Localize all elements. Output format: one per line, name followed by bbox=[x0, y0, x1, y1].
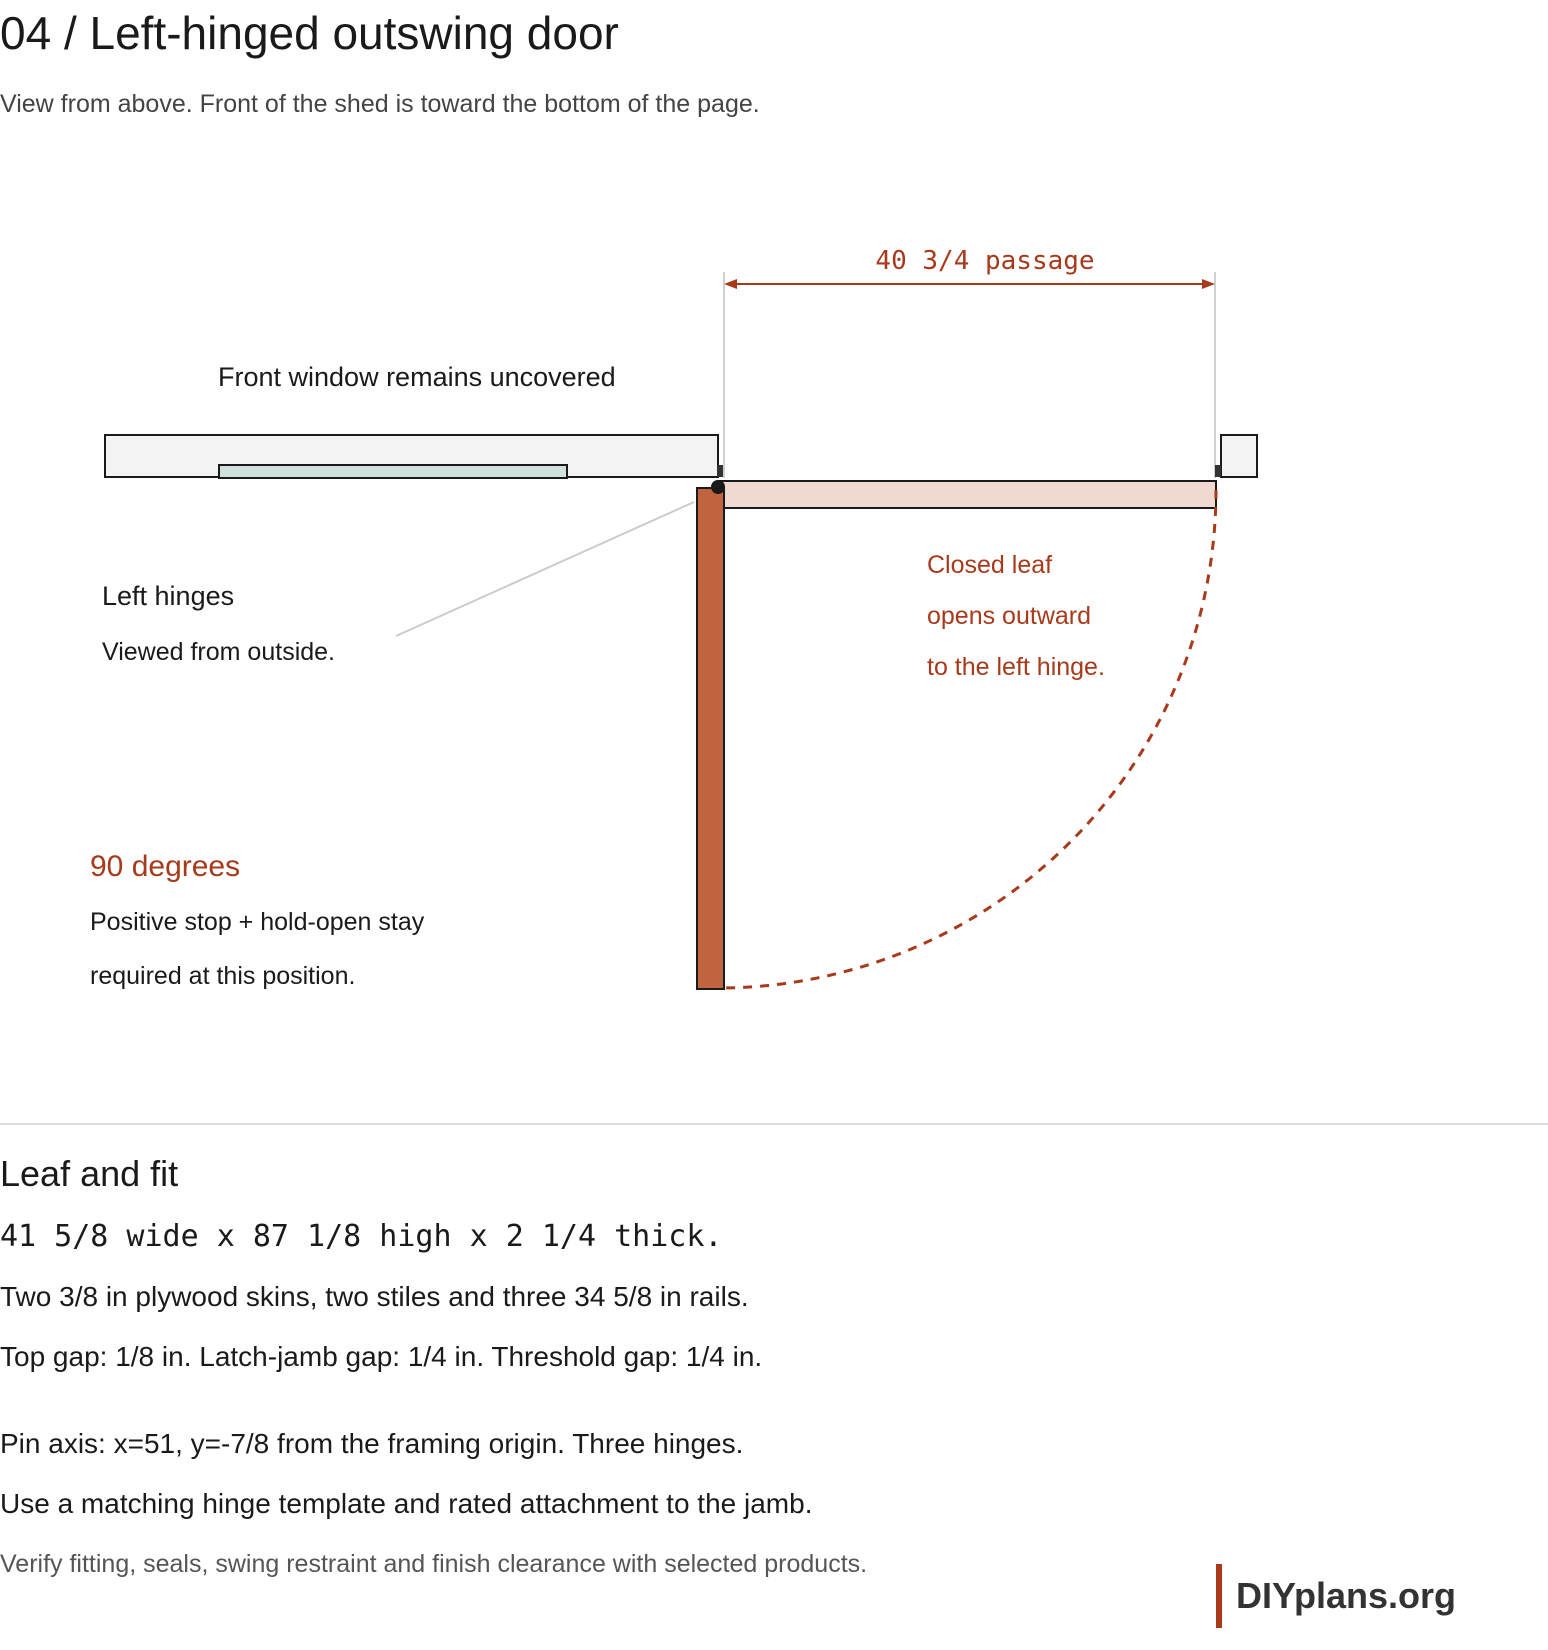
dimension-arrow-left bbox=[724, 279, 737, 289]
leaf-size-line: 41 5/8 wide x 87 1/8 high x 2 1/4 thick. bbox=[0, 1219, 723, 1254]
brand-name: DIYplans.org bbox=[1236, 1575, 1457, 1616]
open-position-line: Positive stop + hold-open stay bbox=[90, 908, 425, 936]
hinge-leader-line bbox=[396, 502, 694, 636]
open-position-line: required at this position. bbox=[90, 962, 356, 990]
dimension-arrow-right bbox=[1202, 279, 1215, 289]
open-door-leaf bbox=[697, 488, 724, 989]
hinge-pin-icon bbox=[711, 480, 725, 494]
dimension-label: 40 3/4 passage bbox=[875, 246, 1095, 276]
window-label: Front window remains uncovered bbox=[218, 362, 616, 392]
verify-note: Verify fitting, seals, swing restraint and finish clearance with selected products. bbox=[0, 1550, 868, 1578]
front-wall-right bbox=[1221, 435, 1257, 477]
page-title: 04 / Left-hinged outswing door bbox=[0, 7, 619, 59]
pin-axis-line: Pin axis: x=51, y=-7/8 from the framing origin. Three hinges. bbox=[0, 1428, 744, 1459]
page-subtitle: View from above. Front of the shed is toward the bottom of the page. bbox=[0, 90, 760, 118]
hinge-callout-note: Viewed from outside. bbox=[102, 638, 335, 666]
section-title-leaf-and-fit: Leaf and fit bbox=[0, 1153, 179, 1194]
brand-logo bbox=[1216, 1564, 1456, 1628]
hinge-callout-title: Left hinges bbox=[102, 581, 235, 611]
front-window-glass bbox=[219, 465, 567, 478]
closed-door-leaf bbox=[718, 481, 1216, 508]
hinge-template-line: Use a matching hinge template and rated attachment to the jamb. bbox=[0, 1488, 813, 1519]
closed-leaf-note-line: to the left hinge. bbox=[927, 653, 1105, 681]
hinge-jamb-stop bbox=[717, 465, 723, 477]
closed-leaf-note-line: Closed leaf bbox=[927, 551, 1053, 579]
section-divider bbox=[0, 1123, 1548, 1125]
latch-jamb-stop bbox=[1215, 465, 1221, 477]
closed-leaf-note-line: opens outward bbox=[927, 602, 1092, 630]
construction-line: Two 3/8 in plywood skins, two stiles and three 34 5/8 in rails. bbox=[0, 1281, 749, 1312]
open-position-title: 90 degrees bbox=[90, 850, 241, 883]
gaps-line: Top gap: 1/8 in. Latch-jamb gap: 1/4 in. Threshold gap: 1/4 in. bbox=[0, 1341, 763, 1372]
